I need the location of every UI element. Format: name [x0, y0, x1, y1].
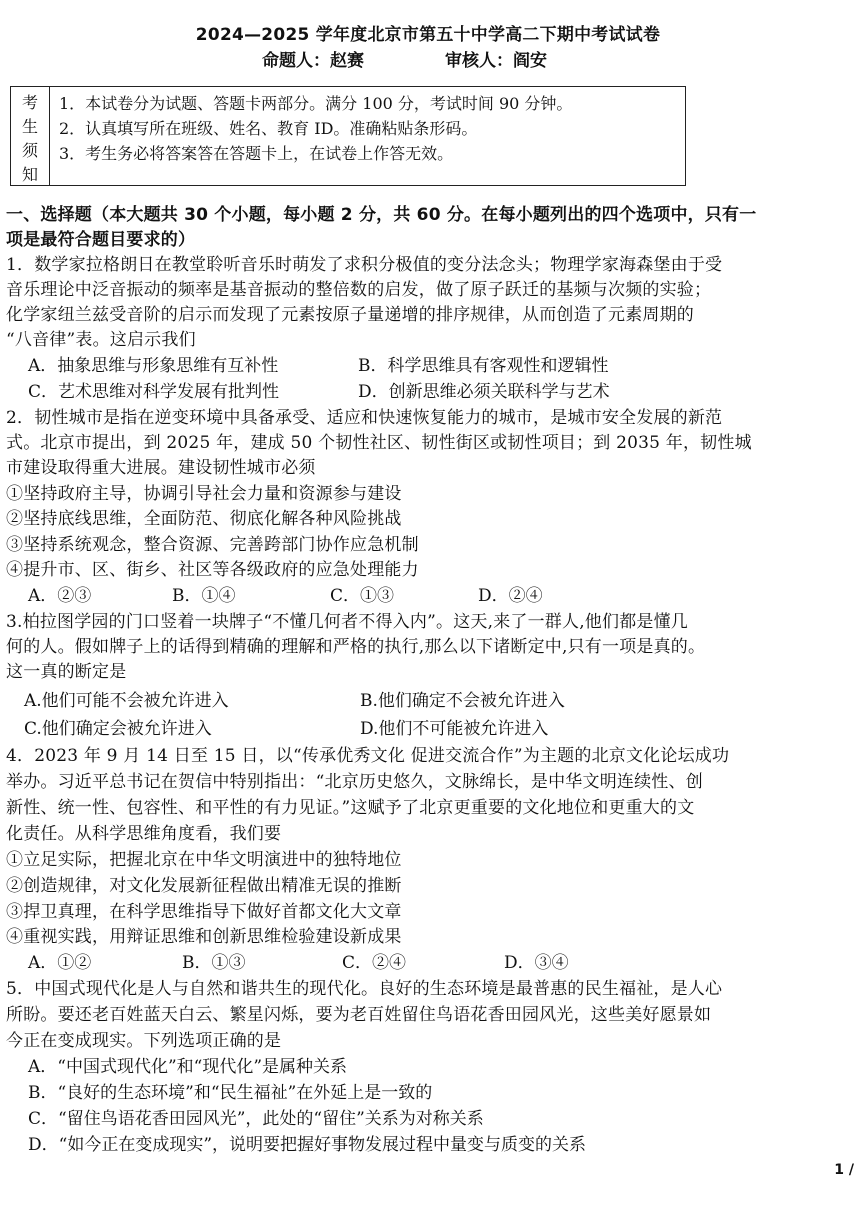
question-2-option-b: B．①④ [172, 586, 236, 606]
author: 命题人：赵赛 [262, 51, 364, 71]
question-4-text: 化责任。从科学思维角度看，我们要 [6, 824, 282, 844]
question-1-option-c: C．艺术思维对科学发展有批判性 [28, 382, 280, 402]
question-4-text: 举办。习近平总书记在贺信中特别指出：“北京历史悠久，文脉绵长，是中华文明连续性、创 [6, 772, 703, 792]
question-4-statement: ②创造规律，对文化发展新征程做出精准无误的推断 [6, 876, 402, 896]
notice-item: 2．认真填写所在班级、姓名、教育 ID。准确粘贴条形码。 [59, 119, 478, 138]
notice-item: 1．本试卷分为试题、答题卡两部分。满分 100 分，考试时间 90 分钟。 [59, 94, 573, 113]
question-5-text: 所盼。要还老百姓蓝天白云、繁星闪烁，要为老百姓留住鸟语花香田园风光，这些美好愿景如 [6, 1005, 712, 1025]
section-heading: 一、选择题（本大题共 30 个小题，每小题 2 分，共 60 分。在每小题列出的四个选项中，只有一 [6, 205, 757, 225]
question-5-option-c: C．“留住鸟语花香田园风光”，此处的“留住”关系为对称关系 [28, 1109, 484, 1129]
question-4-option-d: D．③④ [504, 953, 569, 973]
question-3-option-d: D.他们不可能被允许进入 [360, 719, 549, 739]
question-2-text: 2．韧性城市是指在逆变环境中具备承受、适应和快速恢复能力的城市，是城市安全发展的新范 [6, 408, 723, 428]
question-1-text: “八音律”表。这启示我们 [6, 330, 196, 350]
question-2-statement: ④提升市、区、街乡、社区等各级政府的应急处理能力 [6, 560, 419, 580]
question-4-statement: ④重视实践，用辩证思维和创新思维检验建设新成果 [6, 927, 402, 947]
section-heading: 项是最符合题目要求的） [6, 230, 196, 250]
question-4-option-a: A．①② [28, 953, 92, 973]
question-2-option-c: C．①③ [330, 586, 395, 606]
question-3-text: 这一真的断定是 [6, 662, 127, 682]
question-4-text: 4．2023 年 9 月 14 日至 15 日，以“传承优秀文化 促进交流合作”为主题的北京文化论坛成功 [6, 746, 730, 766]
question-3-text: 何的人。假如牌子上的话得到精确的理解和严格的执行,那么以下诸断定中,只有一项是真的。 [6, 637, 706, 657]
question-1-text: 化学家纽兰兹受音阶的启示而发现了元素按原子量递增的排序规律，从而创造了元素周期的 [6, 305, 694, 325]
question-3-text: 3.柏拉图学园的门口竖着一块牌子“不懂几何者不得入内”。这天,来了一群人,他们都是懂几 [6, 612, 689, 632]
question-2-text: 式。北京市提出，到 2025 年，建成 50 个韧性社区、韧性街区或韧性项目；到 2035 年，韧性城 [6, 433, 752, 453]
question-4-option-b: B．①③ [182, 953, 246, 973]
question-1-text: 1．数学家拉格朗日在教堂聆听音乐时萌发了求积分极值的变分法念头；物理学家海森堡由于受 [6, 255, 723, 275]
question-4-text: 新性、统一性、包容性、和平性的有力见证。”这赋予了北京更重要的文化地位和更重大的文 [6, 798, 695, 818]
question-5-option-d: D．“如今正在变成现实”，说明要把握好事物发展过程中量变与质变的关系 [28, 1135, 587, 1155]
question-2-statement: ①坚持政府主导，协调引导社会力量和资源参与建设 [6, 484, 402, 504]
notice-item: 3．考生务必将答案答在答题卡上，在试卷上作答无效。 [59, 144, 454, 163]
question-4-statement: ①立足实际，把握北京在中华文明演进中的独特地位 [6, 850, 402, 870]
question-2-statement: ③坚持系统观念，整合资源、完善跨部门协作应急机制 [6, 535, 419, 555]
exam-notice-box [10, 86, 686, 186]
question-1-option-b: B．科学思维具有客观性和逻辑性 [358, 356, 609, 376]
question-5-option-a: A．“中国式现代化”和“现代化”是属种关系 [28, 1057, 348, 1077]
page-number: 1 / [834, 1162, 854, 1178]
question-3-option-c: C.他们确定会被允许进入 [24, 719, 212, 739]
exam-title: 2024—2025 学年度北京市第五十中学高二下期中考试试卷 [195, 25, 661, 45]
question-2-statement: ②坚持底线思维，全面防范、彻底化解各种风险挑战 [6, 509, 402, 529]
reviewer: 审核人：阎安 [445, 51, 547, 71]
question-4-statement: ③捍卫真理，在科学思维指导下做好首都文化大文章 [6, 902, 402, 922]
question-2-option-d: D．②④ [478, 586, 543, 606]
question-5-option-b: B．“良好的生态环境”和“民生福祉”在外延上是一致的 [28, 1083, 433, 1103]
question-3-option-b: B.他们确定不会被允许进入 [360, 691, 565, 711]
question-1-text: 音乐理论中泛音振动的频率是基音振动的整倍数的启发，做了原子跃迁的基频与次频的实验； [6, 280, 712, 300]
notice-label: 考 生 须 知 [11, 87, 50, 185]
question-1-option-d: D．创新思维必须关联科学与艺术 [358, 382, 610, 402]
question-3-option-a: A.他们可能不会被允许进入 [24, 691, 229, 711]
question-2-option-a: A．②③ [28, 586, 92, 606]
question-5-text: 今正在变成现实。下列选项正确的是 [6, 1031, 282, 1051]
question-5-text: 5．中国式现代化是人与自然和谐共生的现代化。良好的生态环境是最普惠的民生福祉，是人心 [6, 979, 723, 999]
question-2-text: 市建设取得重大进展。建设韧性城市必须 [6, 458, 316, 478]
question-4-option-c: C．②④ [342, 953, 407, 973]
question-1-option-a: A．抽象思维与形象思维有互补性 [28, 356, 279, 376]
